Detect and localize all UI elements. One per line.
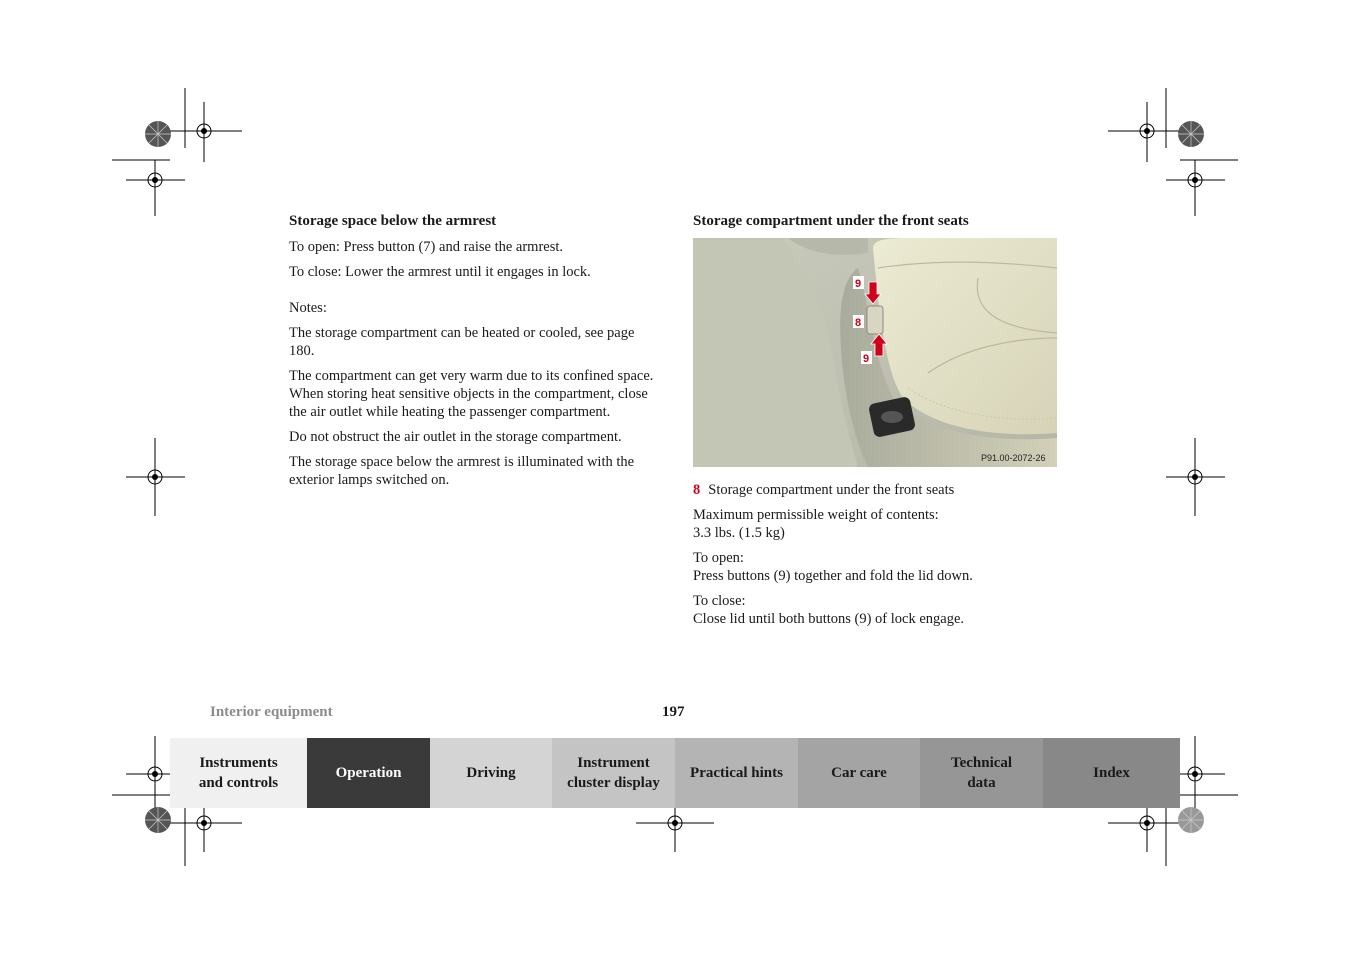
figure-caption xyxy=(693,481,1063,499)
armrest-heading: Storage space below the armrest xyxy=(289,213,497,229)
close-instructions: To close: Close lid until both buttons (9) of lock engage. xyxy=(693,593,965,627)
right-column xyxy=(693,212,1063,635)
note-item: The compartment can get very warm due to its confined space. When storing heat sensitive objects in the compartment, close the air outlet while heating the passenger compartment. xyxy=(289,368,654,420)
page-number: 197 xyxy=(662,704,685,720)
note-item: The storage space below the armrest is illuminated with the exterior lamps switched on. xyxy=(289,454,635,488)
front-seat-storage-heading: Storage compartment under the front seats xyxy=(693,213,969,229)
chapter-nav xyxy=(170,738,1180,808)
tab-instruments-and-controls[interactable]: Instruments and controls xyxy=(170,738,307,808)
open-instructions: To open: Press buttons (9) together and fold the lid down. xyxy=(693,550,973,584)
caption-text: Storage compartment under the front seats xyxy=(708,482,955,498)
armrest-open-text: To open: Press button (7) and raise the armrest. xyxy=(289,239,564,255)
tab-operation[interactable]: Operation xyxy=(307,738,430,808)
armrest-close-text: To close: Lower the armrest until it engages in lock. xyxy=(289,264,591,280)
figure-code: P91.00-2072-26 xyxy=(981,453,1046,463)
tab-index[interactable]: Index xyxy=(1043,738,1180,808)
note-item: The storage compartment can be heated or cooled, see page 180. xyxy=(289,325,635,359)
seat-storage-illustration xyxy=(693,238,1057,467)
caption-number: 8 xyxy=(693,482,701,498)
notes-label: Notes: xyxy=(289,300,327,316)
svg-text:8: 8 xyxy=(855,317,862,329)
tab-practical-hints[interactable]: Practical hints xyxy=(675,738,798,808)
tab-technical-data[interactable]: Technical data xyxy=(920,738,1043,808)
note-item: Do not obstruct the air outlet in the storage compartment. xyxy=(289,429,622,445)
tab-instrument-cluster-display[interactable]: Instrument cluster display xyxy=(552,738,675,808)
tab-car-care[interactable]: Car care xyxy=(798,738,920,808)
section-name: Interior equipment xyxy=(210,704,333,720)
svg-text:9: 9 xyxy=(855,278,862,290)
tab-driving[interactable]: Driving xyxy=(430,738,552,808)
left-column xyxy=(289,212,659,496)
weight-text: Maximum permissible weight of contents: 3.3 lbs. (1.5 kg) xyxy=(693,507,939,541)
svg-text:9: 9 xyxy=(863,353,870,365)
